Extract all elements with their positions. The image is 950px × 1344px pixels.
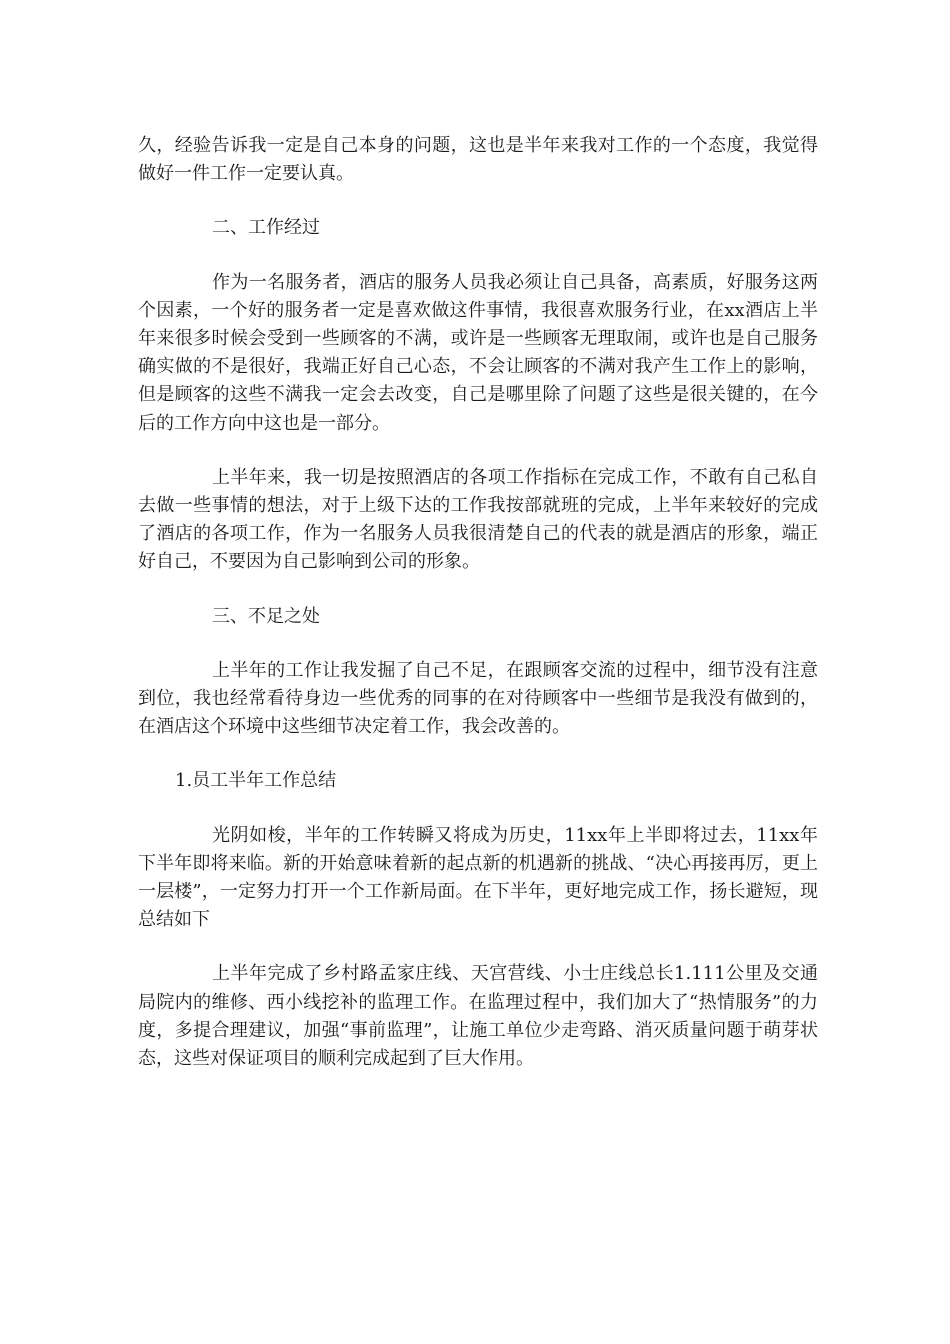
- paragraph-shortcomings: 上半年的工作让我发掘了自己不足，在跟顾客交流的过程中，细节没有注意到位，我也经常看待身边一些优秀的同事的在对待顾客中一些细节是我没有做到的，在酒店这个环境中这些细节决定着工作，我会改善的。: [138, 659, 818, 738]
- section-heading-shortcomings: 三、不足之处: [212, 605, 320, 627]
- document-page: [138, 132, 818, 1099]
- paragraph-work-standards: 上半年来，我一切是按照酒店的各项工作指标在完成工作，不敢有自己私自去做一些事情的想法，对于上级下达的工作我按部就班的完成，上半年来较好的完成了酒店的各项工作，作为一名服务人员我很清楚自己的代表的就是酒店的形象，端正好自己，不要因为自己影响到公司的形象。: [138, 466, 818, 573]
- paragraph-continuation: 久，经验告诉我一定是自己本身的问题，这也是半年来我对工作的一个态度，我觉得做好一件工作一定要认真。: [138, 135, 818, 185]
- paragraph-service-role: 作为一名服务者，酒店的服务人员我必须让自己具备，高素质，好服务这两个因素，一个好的服务者一定是喜欢做这件事情，我很喜欢服务行业，在xx酒店上半年来很多时候会受到一些顾客的不满，或许是一些顾客无理取闹，或许也是自己服务确实做的不是很好，我端正好自己心态，不会让顾客的不满对我产生工作上的影响，但是顾客的这些不满我一定会去改变，自己是哪里除了问题了这些是很关键的，在今后的工作方向中这也是一部分。: [138, 271, 818, 434]
- section-heading-summary: 1.员工半年工作总结: [175, 770, 337, 792]
- section-heading-work-process: 二、工作经过: [212, 217, 320, 239]
- paragraph-supervision-work: 上半年完成了乡村路孟家庄线、天宫营线、小士庄线总长1.111公里及交通局院内的维修、西小线挖补的监理工作。在监理过程中，我们加大了“热情服务”的力度，多提合理建议，加强“事前监理”，让施工单位少走弯路、消灭质量问题于萌芽状态，这些对保证项目的顺利完成起到了巨大作用。: [138, 963, 818, 1070]
- paragraph-summary-intro: 光阴如梭，半年的工作转瞬又将成为历史，11xx年上半即将过去，11xx年下半年即将来临。新的开始意味着新的起点新的机遇新的挑战、“决心再接再厉，更上一层楼”，一定努力打开一个工作新局面。在下半年，更好地完成工作，扬长避短，现总结如下: [138, 824, 818, 931]
